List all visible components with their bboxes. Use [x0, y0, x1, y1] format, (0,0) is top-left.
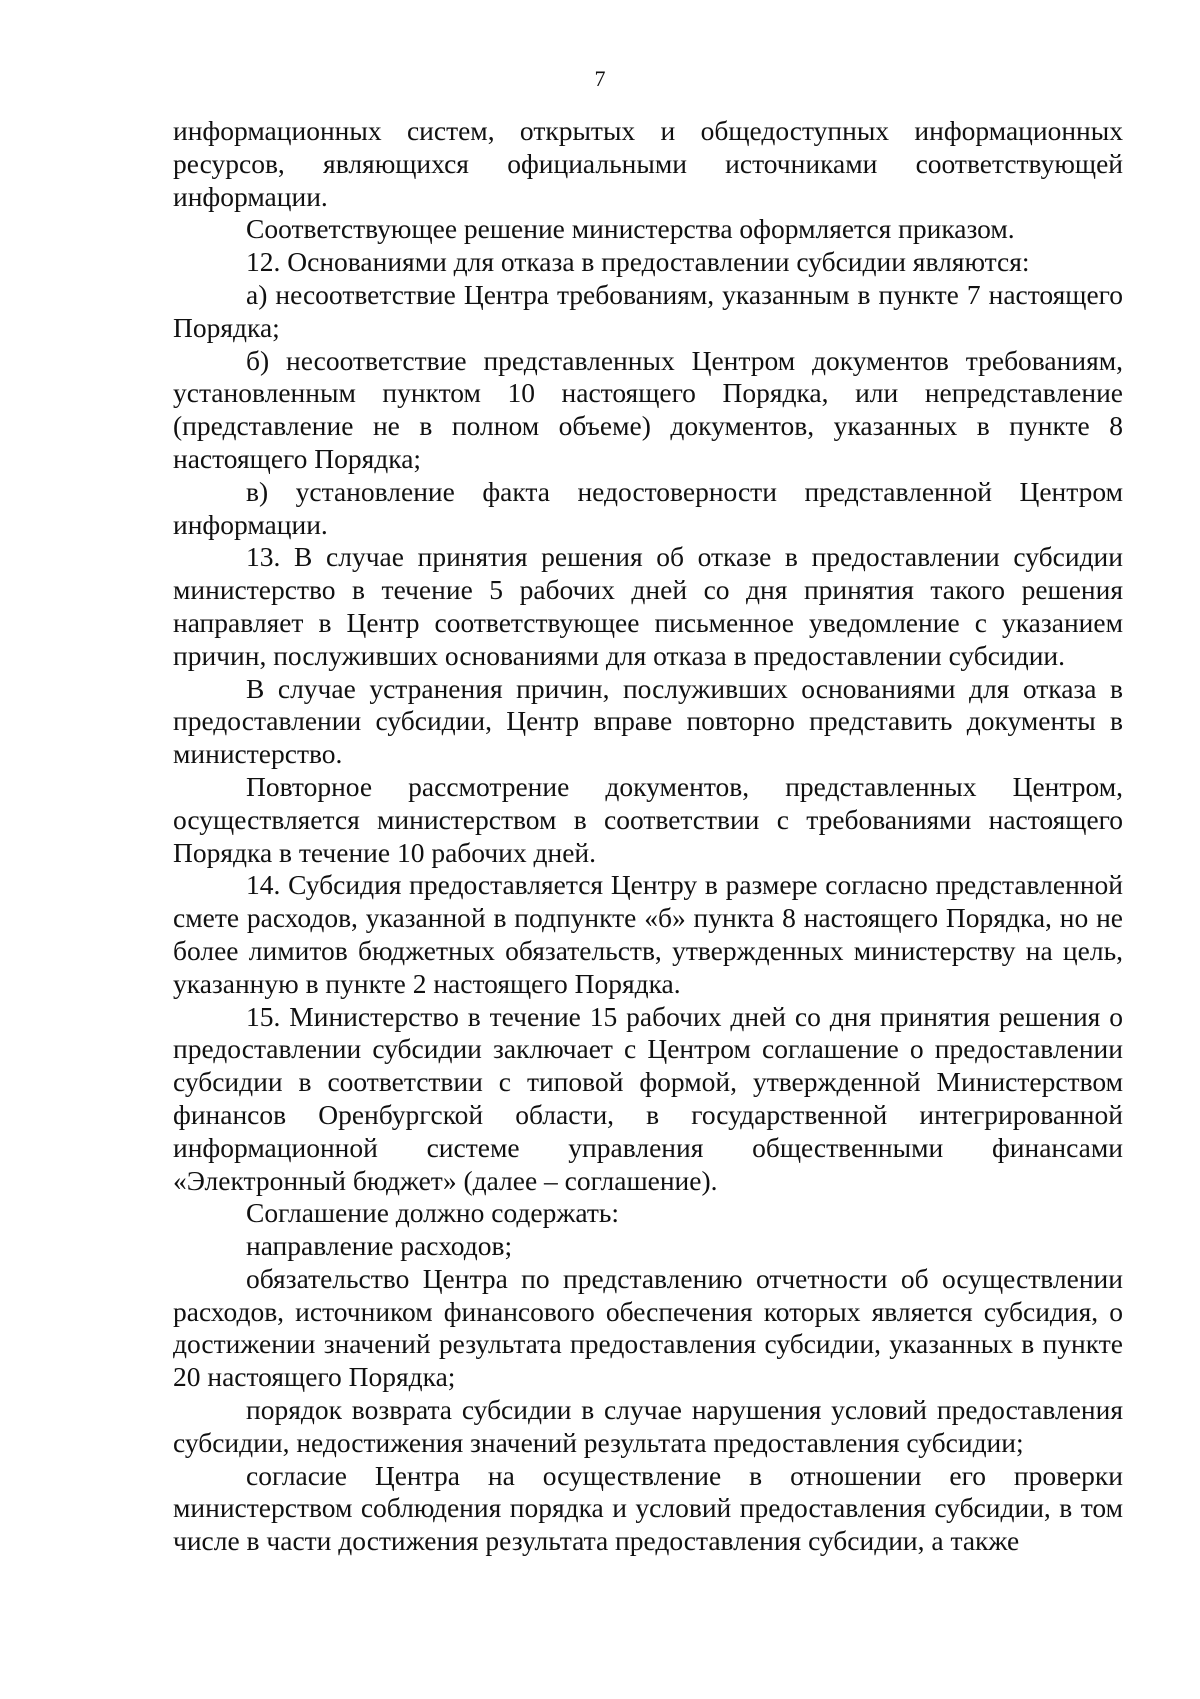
document-body: [173, 115, 1123, 1558]
page-number: 7: [594, 66, 606, 91]
paragraph-return-procedure: порядок возврата субсидии в случае нарушения условий предоставления субсидии, недостижения значений результата предоставления субсидии;: [173, 1394, 1123, 1458]
paragraph-12-heading: 12. Основаниями для отказа в предоставлении субсидии являются:: [246, 246, 1030, 278]
paragraph-13: 13. В случае принятия решения об отказе в предоставлении субсидии министерство в течение 5 рабочих дней со дня принятия такого решения направляет в Центр соответствующее письменное уведомление с указанием причин, послуживших основаниями для отказа в предоставлении субсидии.: [173, 541, 1123, 671]
paragraph-12v: в) установление факта недостоверности представленной Центром информации.: [173, 475, 1123, 540]
paragraph-reporting-obligation: обязательство Центра по представлению отчетности об осуществлении расходов, источником финансового обеспечения которых является субсидия, о достижении значений результата предоставления субсидии, указанных в пункте 20 настоящего Порядка;: [173, 1262, 1123, 1393]
paragraph-15: 15. Министерство в течение 15 рабочих дней со дня принятия решения о предоставлении субсидии заключает с Центром соглашение о предоставлении субсидии в соответствии с типовой формой, утвержденной Министерством финансов Оренбургской области, в государственной интегрированной информационной системе управления общественными финансами «Электронный бюджет» (далее – соглашение).: [173, 1000, 1123, 1196]
paragraph-13-resubmit: В случае устранения причин, послуживших основаниями для отказа в предоставлении субсидии, Центр вправе повторно представить документы в министерство.: [173, 672, 1123, 770]
paragraph-order-decision: Соответствующее решение министерства оформляется приказом.: [246, 213, 1015, 245]
paragraph-12a: а) несоответствие Центра требованиям, указанным в пункте 7 настоящего Порядка;: [173, 278, 1123, 343]
paragraph-13-review: Повторное рассмотрение документов, представленных Центром, осуществляется министерством в соответствии с требованиями настоящего Порядка в течение 10 рабочих дней.: [173, 770, 1123, 868]
paragraph-inspection-consent: согласие Центра на осуществление в отношении его проверки министерством соблюдения порядка и условий предоставления субсидии, в том числе в части достижения результата предоставления субсидии, а также: [173, 1459, 1123, 1557]
paragraph-continuation: информационных систем, открытых и общедоступных информационных ресурсов, являющихся официальными источниками соответствующей информации.: [173, 115, 1123, 212]
paragraph-14: 14. Субсидия предоставляется Центру в размере согласно представленной смете расходов, указанной в подпункте «б» пункта 8 настоящего Порядка, но не более лимитов бюджетных обязательств, утвержденных министерству на цель, указанную в пункте 2 настоящего Порядка.: [173, 869, 1123, 999]
paragraph-12b: б) несоответствие представленных Центром документов требованиям, установленным пунктом 10 настоящего Порядка, или непредставление (представление не в полном объеме) документов, указанных в пункте 8 настоящего Порядка;: [173, 344, 1123, 474]
paragraph-expense-direction: направление расходов;: [246, 1230, 513, 1262]
paragraph-agreement-contents: Соглашение должно содержать:: [246, 1197, 620, 1229]
